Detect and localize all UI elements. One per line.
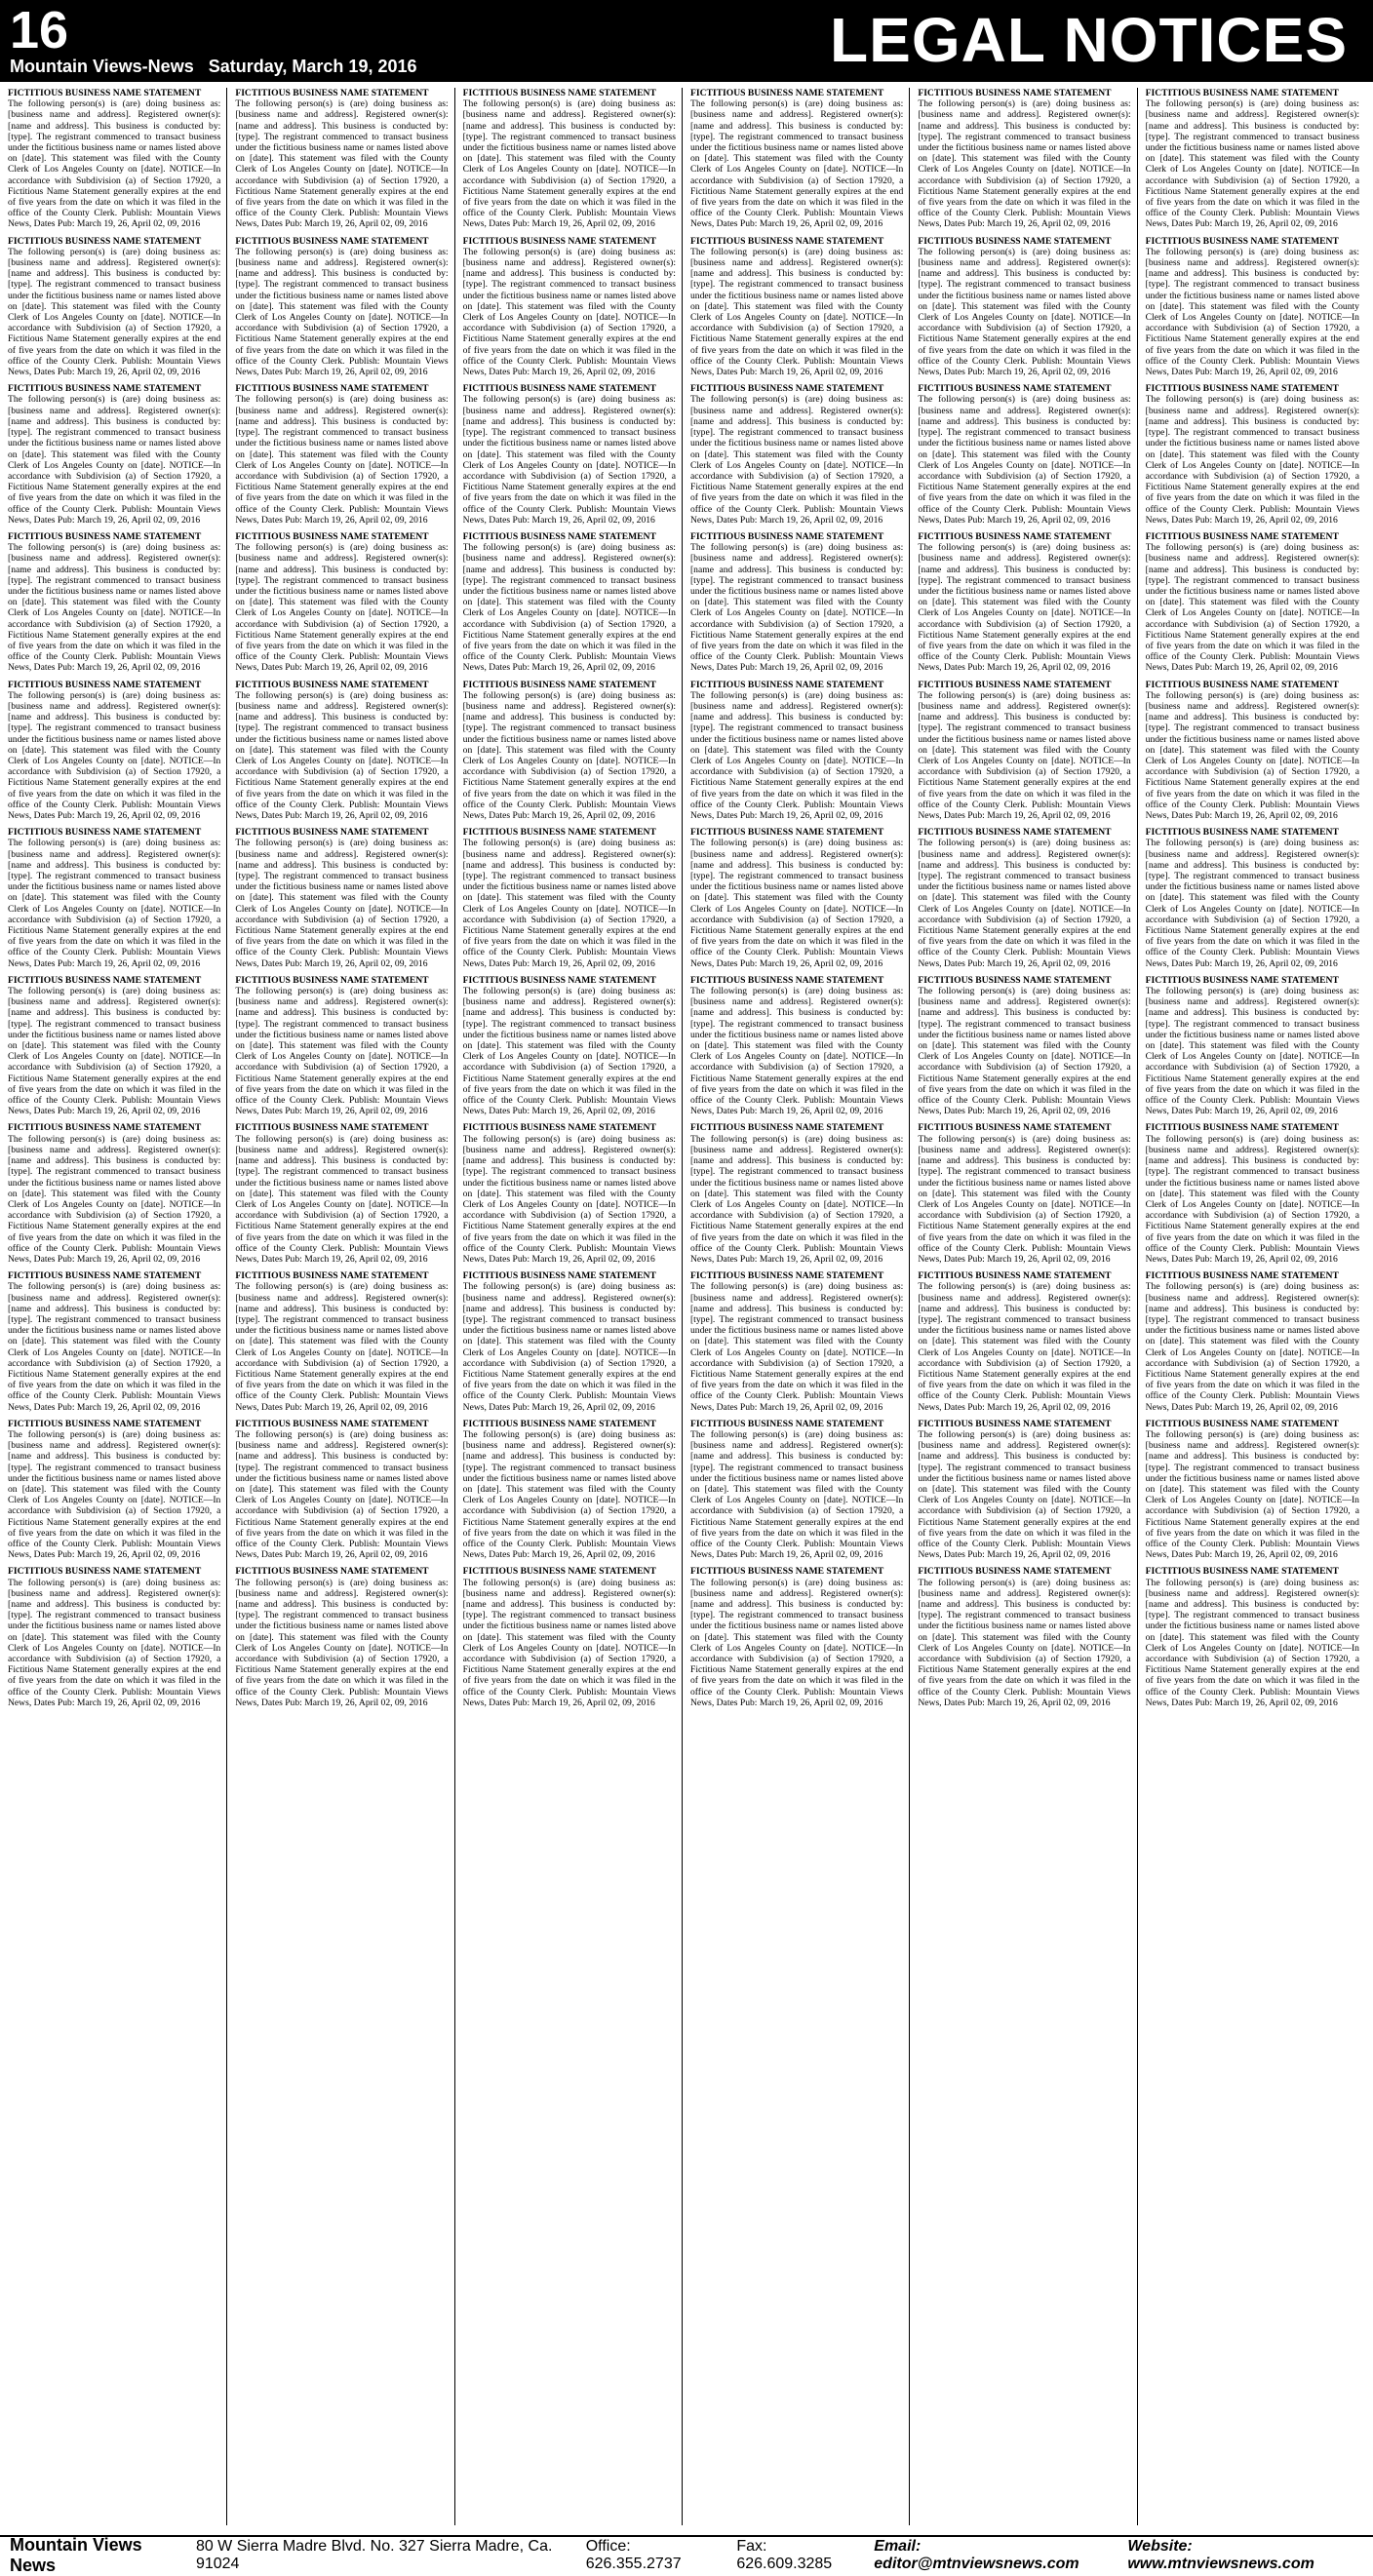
legal-notice: [235, 1566, 448, 1708]
notice-body: The following person(s) is (are) doing business as: [business name and address]. Registered owner(s): [name and address]. This business is conducted by: [type]. The registrant commenced to transact business under the fictitious business name or names listed above on [date]. This statement was filed with the County Clerk of Los Angeles County on [date]. NOTICE—In accordance with Subdivision (a) of Section 17920, a Fictitious Name Statement generally expires at the end of five years from the date on which it was filed in the office of the County Clerk. Publish: Mountain Views News, Dates Pub: March 19, 26, April 02, 09, 2016: [235, 1428, 449, 1561]
notice-header: FICTITIOUS BUSINESS NAME STATEMENT: [918, 88, 1112, 98]
notice-header: FICTITIOUS BUSINESS NAME STATEMENT: [1145, 1122, 1339, 1134]
masthead-subline: [10, 57, 417, 77]
notice-header: FICTITIOUS BUSINESS NAME STATEMENT: [918, 1418, 1112, 1429]
notice-body: The following person(s) is (are) doing business as: [business name and address]. Registered owner(s): [name and address]. This business is conducted by: [type]. The registrant commenced to transact business under the fictitious business name or names listed above on [date]. This statement was filed with the County Clerk of Los Angeles County on [date]. NOTICE—In accordance with Subdivision (a) of Section 17920, a Fictitious Name Statement generally expires at the end of five years from the date on which it was filed in the office of the County Clerk. Publish: Mountain Views News, Dates Pub: March 19, 26, April 02, 09, 2016: [462, 1428, 676, 1561]
legal-notice: [463, 88, 676, 230]
legal-notice: [463, 1270, 676, 1413]
legal-notice: [235, 975, 448, 1117]
footer-website[interactable]: Website: www.mtnviewsnews.com: [1127, 2538, 1314, 2572]
notice-header: FICTITIOUS BUSINESS NAME STATEMENT: [235, 974, 429, 986]
legal-notice: [463, 531, 676, 674]
notice-header: FICTITIOUS BUSINESS NAME STATEMENT: [235, 530, 429, 542]
notice-body: The following person(s) is (are) doing business as: [business name and address]. Registered owner(s): [name and address]. This business is conducted by: [type]. The registrant commenced to transact business under the fictitious business name or names listed above on [date]. This statement was filed with the County Clerk of Los Angeles County on [date]. NOTICE—In accordance with Subdivision (a) of Section 17920, a Fictitious Name Statement generally expires at the end of five years from the date on which it was filed in the office of the County Clerk. Publish: Mountain Views News, Dates Pub: March 19, 26, April 02, 09, 2016: [689, 1281, 904, 1413]
notice-header: FICTITIOUS BUSINESS NAME STATEMENT: [462, 383, 656, 395]
notice-body: The following person(s) is (are) doing business as: [business name and address]. Registered owner(s): [name and address]. This business is conducted by: [type]. The registrant commenced to transact business under the fictitious business name or names listed above on [date]. This statement was filed with the County Clerk of Los Angeles County on [date]. NOTICE—In accordance with Subdivision (a) of Section 17920, a Fictitious Name Statement generally expires at the end of five years from the date on which it was filed in the office of the County Clerk. Publish: Mountain Views News, Dates Pub: March 19, 26, April 02, 09, 2016: [918, 1428, 1131, 1561]
notice-body: The following person(s) is (are) doing business as: [business name and address]. Registered owner(s): [name and address]. This business is conducted by: [type]. The registrant commenced to transact business under the fictitious business name or names listed above on [date]. This statement was filed with the County Clerk of Los Angeles County on [date]. NOTICE—In accordance with Subdivision (a) of Section 17920, a Fictitious Name Statement generally expires at the end of five years from the date on which it was filed in the office of the County Clerk. Publish: Mountain Views News, Dates Pub: March 19, 26, April 02, 09, 2016: [8, 689, 221, 821]
notice-header: FICTITIOUS BUSINESS NAME STATEMENT: [1145, 235, 1339, 247]
notice-body: The following person(s) is (are) doing business as: [business name and address]. Registered owner(s): [name and address]. This business is conducted by: [type]. The registrant commenced to transact business under the fictitious business name or names listed above on [date]. This statement was filed with the County Clerk of Los Angeles County on [date]. NOTICE—In accordance with Subdivision (a) of Section 17920, a Fictitious Name Statement generally expires at the end of five years from the date on which it was filed in the office of the County Clerk. Publish: Mountain Views News, Dates Pub: March 19, 26, April 02, 09, 2016: [1145, 1133, 1359, 1265]
legal-notice: [235, 680, 448, 822]
notice-body: The following person(s) is (are) doing business as: [business name and address]. Registered owner(s): [name and address]. This business is conducted by: [type]. The registrant commenced to transact business under the fictitious business name or names listed above on [date]. This statement was filed with the County Clerk of Los Angeles County on [date]. NOTICE—In accordance with Subdivision (a) of Section 17920, a Fictitious Name Statement generally expires at the end of five years from the date on which it was filed in the office of the County Clerk. Publish: Mountain Views News, Dates Pub: March 19, 26, April 02, 09, 2016: [462, 542, 676, 674]
legal-notice: [1146, 827, 1359, 969]
notice-body: The following person(s) is (are) doing business as: [business name and address]. Registered owner(s): [name and address]. This business is conducted by: [type]. The registrant commenced to transact business under the fictitious business name or names listed above on [date]. This statement was filed with the County Clerk of Los Angeles County on [date]. NOTICE—In accordance with Subdivision (a) of Section 17920, a Fictitious Name Statement generally expires at the end of five years from the date on which it was filed in the office of the County Clerk. Publish: Mountain Views News, Dates Pub: March 19, 26, April 02, 09, 2016: [689, 542, 904, 674]
legal-notice: [8, 1270, 220, 1413]
notice-header: FICTITIOUS BUSINESS NAME STATEMENT: [8, 679, 202, 690]
legal-notice: [8, 1419, 220, 1561]
legal-notice: [8, 1122, 220, 1265]
notice-body: The following person(s) is (are) doing business as: [business name and address]. Registered owner(s): [name and address]. This business is conducted by: [type]. The registrant commenced to transact business under the fictitious business name or names listed above on [date]. This statement was filed with the County Clerk of Los Angeles County on [date]. NOTICE—In accordance with Subdivision (a) of Section 17920, a Fictitious Name Statement generally expires at the end of five years from the date on which it was filed in the office of the County Clerk. Publish: Mountain Views News, Dates Pub: March 19, 26, April 02, 09, 2016: [8, 986, 221, 1117]
section-title: LEGAL NOTICES: [830, 5, 1348, 75]
notice-header: FICTITIOUS BUSINESS NAME STATEMENT: [235, 235, 429, 247]
notice-header: FICTITIOUS BUSINESS NAME STATEMENT: [462, 88, 656, 98]
notice-header: FICTITIOUS BUSINESS NAME STATEMENT: [1145, 827, 1339, 839]
notice-header: FICTITIOUS BUSINESS NAME STATEMENT: [462, 530, 656, 542]
notice-body: The following person(s) is (are) doing business as: [business name and address]. Registered owner(s): [name and address]. This business is conducted by: [type]. The registrant commenced to transact business under the fictitious business name or names listed above on [date]. This statement was filed with the County Clerk of Los Angeles County on [date]. NOTICE—In accordance with Subdivision (a) of Section 17920, a Fictitious Name Statement generally expires at the end of five years from the date on which it was filed in the office of the County Clerk. Publish: Mountain Views News, Dates Pub: March 19, 26, April 02, 09, 2016: [918, 1281, 1131, 1413]
notice-header: FICTITIOUS BUSINESS NAME STATEMENT: [8, 1566, 202, 1578]
notice-header: FICTITIOUS BUSINESS NAME STATEMENT: [918, 235, 1112, 247]
notice-body: The following person(s) is (are) doing business as: [business name and address]. Registered owner(s): [name and address]. This business is conducted by: [type]. The registrant commenced to transact business under the fictitious business name or names listed above on [date]. This statement was filed with the County Clerk of Los Angeles County on [date]. NOTICE—In accordance with Subdivision (a) of Section 17920, a Fictitious Name Statement generally expires at the end of five years from the date on which it was filed in the office of the County Clerk. Publish: Mountain Views News, Dates Pub: March 19, 26, April 02, 09, 2016: [1145, 986, 1359, 1117]
legal-notice: [235, 1122, 448, 1265]
notice-body: The following person(s) is (are) doing business as: [business name and address]. Registered owner(s): [name and address]. This business is conducted by: [type]. The registrant commenced to transact business under the fictitious business name or names listed above on [date]. This statement was filed with the County Clerk of Los Angeles County on [date]. NOTICE—In accordance with Subdivision (a) of Section 17920, a Fictitious Name Statement generally expires at the end of five years from the date on which it was filed in the office of the County Clerk. Publish: Mountain Views News, Dates Pub: March 19, 26, April 02, 09, 2016: [689, 246, 904, 378]
notice-body: The following person(s) is (are) doing business as: [business name and address]. Registered owner(s): [name and address]. This business is conducted by: [type]. The registrant commenced to transact business under the fictitious business name or names listed above on [date]. This statement was filed with the County Clerk of Los Angeles County on [date]. NOTICE—In accordance with Subdivision (a) of Section 17920, a Fictitious Name Statement generally expires at the end of five years from the date on which it was filed in the office of the County Clerk. Publish: Mountain Views News, Dates Pub: March 19, 26, April 02, 09, 2016: [689, 838, 904, 969]
notice-header: FICTITIOUS BUSINESS NAME STATEMENT: [462, 235, 656, 247]
legal-notice: [690, 1419, 903, 1561]
notice-header: FICTITIOUS BUSINESS NAME STATEMENT: [689, 1566, 884, 1578]
notice-body: The following person(s) is (are) doing business as: [business name and address]. Registered owner(s): [name and address]. This business is conducted by: [type]. The registrant commenced to transact business under the fictitious business name or names listed above on [date]. This statement was filed with the County Clerk of Los Angeles County on [date]. NOTICE—In accordance with Subdivision (a) of Section 17920, a Fictitious Name Statement generally expires at the end of five years from the date on which it was filed in the office of the County Clerk. Publish: Mountain Views News, Dates Pub: March 19, 26, April 02, 09, 2016: [235, 838, 449, 969]
notice-header: FICTITIOUS BUSINESS NAME STATEMENT: [918, 383, 1112, 395]
notice-header: FICTITIOUS BUSINESS NAME STATEMENT: [918, 974, 1112, 986]
notice-column: [690, 88, 910, 2525]
notice-body: The following person(s) is (are) doing business as: [business name and address]. Registered owner(s): [name and address]. This business is conducted by: [type]. The registrant commenced to transact business under the fictitious business name or names listed above on [date]. This statement was filed with the County Clerk of Los Angeles County on [date]. NOTICE—In accordance with Subdivision (a) of Section 17920, a Fictitious Name Statement generally expires at the end of five years from the date on which it was filed in the office of the County Clerk. Publish: Mountain Views News, Dates Pub: March 19, 26, April 02, 09, 2016: [462, 394, 676, 526]
notice-body: The following person(s) is (are) doing business as: [business name and address]. Registered owner(s): [name and address]. This business is conducted by: [type]. The registrant commenced to transact business under the fictitious business name or names listed above on [date]. This statement was filed with the County Clerk of Los Angeles County on [date]. NOTICE—In accordance with Subdivision (a) of Section 17920, a Fictitious Name Statement generally expires at the end of five years from the date on which it was filed in the office of the County Clerk. Publish: Mountain Views News, Dates Pub: March 19, 26, April 02, 09, 2016: [462, 1133, 676, 1265]
notice-body: The following person(s) is (are) doing business as: [business name and address]. Registered owner(s): [name and address]. This business is conducted by: [type]. The registrant commenced to transact business under the fictitious business name or names listed above on [date]. This statement was filed with the County Clerk of Los Angeles County on [date]. NOTICE—In accordance with Subdivision (a) of Section 17920, a Fictitious Name Statement generally expires at the end of five years from the date on which it was filed in the office of the County Clerk. Publish: Mountain Views News, Dates Pub: March 19, 26, April 02, 09, 2016: [462, 1281, 676, 1413]
notice-column: [235, 88, 454, 2525]
legal-notice: [690, 1270, 903, 1413]
notice-header: FICTITIOUS BUSINESS NAME STATEMENT: [8, 530, 202, 542]
footer-paper: Mountain Views News: [10, 2535, 142, 2575]
notice-header: FICTITIOUS BUSINESS NAME STATEMENT: [235, 1418, 429, 1429]
page-number: 16: [10, 1, 69, 59]
notice-header: FICTITIOUS BUSINESS NAME STATEMENT: [8, 383, 202, 395]
legal-notice: [918, 827, 1130, 969]
notice-body: The following person(s) is (are) doing business as: [business name and address]. Registered owner(s): [name and address]. This business is conducted by: [type]. The registrant commenced to transact business under the fictitious business name or names listed above on [date]. This statement was filed with the County Clerk of Los Angeles County on [date]. NOTICE—In accordance with Subdivision (a) of Section 17920, a Fictitious Name Statement generally expires at the end of five years from the date on which it was filed in the office of the County Clerk. Publish: Mountain Views News, Dates Pub: March 19, 26, April 02, 09, 2016: [1145, 1428, 1359, 1561]
legal-notice: [1146, 383, 1359, 526]
notice-header: FICTITIOUS BUSINESS NAME STATEMENT: [8, 235, 202, 247]
notice-body: The following person(s) is (are) doing business as: [business name and address]. Registered owner(s): [name and address]. This business is conducted by: [type]. The registrant commenced to transact business under the fictitious business name or names listed above on [date]. This statement was filed with the County Clerk of Los Angeles County on [date]. NOTICE—In accordance with Subdivision (a) of Section 17920, a Fictitious Name Statement generally expires at the end of five years from the date on which it was filed in the office of the County Clerk. Publish: Mountain Views News, Dates Pub: March 19, 26, April 02, 09, 2016: [8, 838, 221, 969]
legal-notice: [463, 1122, 676, 1265]
notice-header: FICTITIOUS BUSINESS NAME STATEMENT: [462, 974, 656, 986]
notice-header: FICTITIOUS BUSINESS NAME STATEMENT: [1145, 383, 1339, 395]
legal-notice: [690, 236, 903, 378]
notice-header: FICTITIOUS BUSINESS NAME STATEMENT: [8, 1122, 202, 1134]
notice-body: The following person(s) is (are) doing business as: [business name and address]. Registered owner(s): [name and address]. This business is conducted by: [type]. The registrant commenced to transact business under the fictitious business name or names listed above on [date]. This statement was filed with the County Clerk of Los Angeles County on [date]. NOTICE—In accordance with Subdivision (a) of Section 17920, a Fictitious Name Statement generally expires at the end of five years from the date on which it was filed in the office of the County Clerk. Publish: Mountain Views News, Dates Pub: March 19, 26, April 02, 09, 2016: [235, 1133, 449, 1265]
notice-body: The following person(s) is (are) doing business as: [business name and address]. Registered owner(s): [name and address]. This business is conducted by: [type]. The registrant commenced to transact business under the fictitious business name or names listed above on [date]. This statement was filed with the County Clerk of Los Angeles County on [date]. NOTICE—In accordance with Subdivision (a) of Section 17920, a Fictitious Name Statement generally expires at the end of five years from the date on which it was filed in the office of the County Clerk. Publish: Mountain Views News, Dates Pub: March 19, 26, April 02, 09, 2016: [235, 394, 449, 526]
notice-header: FICTITIOUS BUSINESS NAME STATEMENT: [235, 827, 429, 839]
legal-notice: [463, 236, 676, 378]
notice-header: FICTITIOUS BUSINESS NAME STATEMENT: [462, 1418, 656, 1429]
legal-notice: [235, 383, 448, 526]
notice-header: FICTITIOUS BUSINESS NAME STATEMENT: [1145, 679, 1339, 690]
notice-body: The following person(s) is (are) doing business as: [business name and address]. Registered owner(s): [name and address]. This business is conducted by: [type]. The registrant commenced to transact business under the fictitious business name or names listed above on [date]. This statement was filed with the County Clerk of Los Angeles County on [date]. NOTICE—In accordance with Subdivision (a) of Section 17920, a Fictitious Name Statement generally expires at the end of five years from the date on which it was filed in the office of the County Clerk. Publish: Mountain Views News, Dates Pub: March 19, 26, April 02, 09, 2016: [918, 98, 1131, 230]
legal-notice: [690, 1566, 903, 1708]
legal-notice: [235, 88, 448, 230]
legal-notice: [463, 827, 676, 969]
legal-notice: [690, 383, 903, 526]
notice-body: The following person(s) is (are) doing business as: [business name and address]. Registered owner(s): [name and address]. This business is conducted by: [type]. The registrant commenced to transact business under the fictitious business name or names listed above on [date]. This statement was filed with the County Clerk of Los Angeles County on [date]. NOTICE—In accordance with Subdivision (a) of Section 17920, a Fictitious Name Statement generally expires at the end of five years from the date on which it was filed in the office of the County Clerk. Publish: Mountain Views News, Dates Pub: March 19, 26, April 02, 09, 2016: [8, 1577, 221, 1708]
notice-body: The following person(s) is (are) doing business as: [business name and address]. Registered owner(s): [name and address]. This business is conducted by: [type]. The registrant commenced to transact business under the fictitious business name or names listed above on [date]. This statement was filed with the County Clerk of Los Angeles County on [date]. NOTICE—In accordance with Subdivision (a) of Section 17920, a Fictitious Name Statement generally expires at the end of five years from the date on which it was filed in the office of the County Clerk. Publish: Mountain Views News, Dates Pub: March 19, 26, April 02, 09, 2016: [1145, 689, 1359, 821]
legal-notice: [918, 531, 1130, 674]
publication-name: Mountain Views-News: [10, 57, 194, 76]
notice-column: [1146, 88, 1365, 2525]
notice-body: The following person(s) is (are) doing business as: [business name and address]. Registered owner(s): [name and address]. This business is conducted by: [type]. The registrant commenced to transact business under the fictitious business name or names listed above on [date]. This statement was filed with the County Clerk of Los Angeles County on [date]. NOTICE—In accordance with Subdivision (a) of Section 17920, a Fictitious Name Statement generally expires at the end of five years from the date on which it was filed in the office of the County Clerk. Publish: Mountain Views News, Dates Pub: March 19, 26, April 02, 09, 2016: [918, 1577, 1131, 1708]
legal-notice: [463, 975, 676, 1117]
notice-header: FICTITIOUS BUSINESS NAME STATEMENT: [8, 88, 202, 98]
legal-notice: [1146, 531, 1359, 674]
notice-body: The following person(s) is (are) doing business as: [business name and address]. Registered owner(s): [name and address]. This business is conducted by: [type]. The registrant commenced to transact business under the fictitious business name or names listed above on [date]. This statement was filed with the County Clerk of Los Angeles County on [date]. NOTICE—In accordance with Subdivision (a) of Section 17920, a Fictitious Name Statement generally expires at the end of five years from the date on which it was filed in the office of the County Clerk. Publish: Mountain Views News, Dates Pub: March 19, 26, April 02, 09, 2016: [689, 1577, 904, 1708]
notice-body: The following person(s) is (are) doing business as: [business name and address]. Registered owner(s): [name and address]. This business is conducted by: [type]. The registrant commenced to transact business under the fictitious business name or names listed above on [date]. This statement was filed with the County Clerk of Los Angeles County on [date]. NOTICE—In accordance with Subdivision (a) of Section 17920, a Fictitious Name Statement generally expires at the end of five years from the date on which it was filed in the office of the County Clerk. Publish: Mountain Views News, Dates Pub: March 19, 26, April 02, 09, 2016: [689, 1428, 904, 1561]
legal-notice: [235, 827, 448, 969]
legal-notice: [918, 383, 1130, 526]
notice-body: The following person(s) is (are) doing business as: [business name and address]. Registered owner(s): [name and address]. This business is conducted by: [type]. The registrant commenced to transact business under the fictitious business name or names listed above on [date]. This statement was filed with the County Clerk of Los Angeles County on [date]. NOTICE—In accordance with Subdivision (a) of Section 17920, a Fictitious Name Statement generally expires at the end of five years from the date on which it was filed in the office of the County Clerk. Publish: Mountain Views News, Dates Pub: March 19, 26, April 02, 09, 2016: [462, 986, 676, 1117]
legal-notice: [1146, 1566, 1359, 1708]
footer-fax: Fax: 626.609.3285: [736, 2538, 833, 2572]
footer-office: Office: 626.355.2737: [585, 2538, 682, 2572]
notice-column: [918, 88, 1137, 2525]
notice-header: FICTITIOUS BUSINESS NAME STATEMENT: [1145, 1418, 1339, 1429]
legal-notice: [918, 1122, 1130, 1265]
notice-body: The following person(s) is (are) doing business as: [business name and address]. Registered owner(s): [name and address]. This business is conducted by: [type]. The registrant commenced to transact business under the fictitious business name or names listed above on [date]. This statement was filed with the County Clerk of Los Angeles County on [date]. NOTICE—In accordance with Subdivision (a) of Section 17920, a Fictitious Name Statement generally expires at the end of five years from the date on which it was filed in the office of the County Clerk. Publish: Mountain Views News, Dates Pub: March 19, 26, April 02, 09, 2016: [235, 689, 449, 821]
notice-header: FICTITIOUS BUSINESS NAME STATEMENT: [689, 530, 884, 542]
legal-notice: [8, 531, 220, 674]
notice-header: FICTITIOUS BUSINESS NAME STATEMENT: [235, 1566, 429, 1578]
notice-body: The following person(s) is (are) doing business as: [business name and address]. Registered owner(s): [name and address]. This business is conducted by: [type]. The registrant commenced to transact business under the fictitious business name or names listed above on [date]. This statement was filed with the County Clerk of Los Angeles County on [date]. NOTICE—In accordance with Subdivision (a) of Section 17920, a Fictitious Name Statement generally expires at the end of five years from the date on which it was filed in the office of the County Clerk. Publish: Mountain Views News, Dates Pub: March 19, 26, April 02, 09, 2016: [918, 689, 1131, 821]
notice-body: The following person(s) is (are) doing business as: [business name and address]. Registered owner(s): [name and address]. This business is conducted by: [type]. The registrant commenced to transact business under the fictitious business name or names listed above on [date]. This statement was filed with the County Clerk of Los Angeles County on [date]. NOTICE—In accordance with Subdivision (a) of Section 17920, a Fictitious Name Statement generally expires at the end of five years from the date on which it was filed in the office of the County Clerk. Publish: Mountain Views News, Dates Pub: March 19, 26, April 02, 09, 2016: [918, 838, 1131, 969]
notice-header: FICTITIOUS BUSINESS NAME STATEMENT: [235, 1122, 429, 1134]
notice-header: FICTITIOUS BUSINESS NAME STATEMENT: [918, 1122, 1112, 1134]
notice-body: The following person(s) is (are) doing business as: [business name and address]. Registered owner(s): [name and address]. This business is conducted by: [type]. The registrant commenced to transact business under the fictitious business name or names listed above on [date]. This statement was filed with the County Clerk of Los Angeles County on [date]. NOTICE—In accordance with Subdivision (a) of Section 17920, a Fictitious Name Statement generally expires at the end of five years from the date on which it was filed in the office of the County Clerk. Publish: Mountain Views News, Dates Pub: March 19, 26, April 02, 09, 2016: [235, 542, 449, 674]
legal-notice: [463, 1419, 676, 1561]
notice-body: The following person(s) is (are) doing business as: [business name and address]. Registered owner(s): [name and address]. This business is conducted by: [type]. The registrant commenced to transact business under the fictitious business name or names listed above on [date]. This statement was filed with the County Clerk of Los Angeles County on [date]. NOTICE—In accordance with Subdivision (a) of Section 17920, a Fictitious Name Statement generally expires at the end of five years from the date on which it was filed in the office of the County Clerk. Publish: Mountain Views News, Dates Pub: March 19, 26, April 02, 09, 2016: [462, 1577, 676, 1708]
legal-notice: [918, 1566, 1130, 1708]
notice-body: The following person(s) is (are) doing business as: [business name and address]. Registered owner(s): [name and address]. This business is conducted by: [type]. The registrant commenced to transact business under the fictitious business name or names listed above on [date]. This statement was filed with the County Clerk of Los Angeles County on [date]. NOTICE—In accordance with Subdivision (a) of Section 17920, a Fictitious Name Statement generally expires at the end of five years from the date on which it was filed in the office of the County Clerk. Publish: Mountain Views News, Dates Pub: March 19, 26, April 02, 09, 2016: [235, 986, 449, 1117]
legal-notice: [235, 531, 448, 674]
notice-header: FICTITIOUS BUSINESS NAME STATEMENT: [8, 1270, 202, 1282]
notice-body: The following person(s) is (are) doing business as: [business name and address]. Registered owner(s): [name and address]. This business is conducted by: [type]. The registrant commenced to transact business under the fictitious business name or names listed above on [date]. This statement was filed with the County Clerk of Los Angeles County on [date]. NOTICE—In accordance with Subdivision (a) of Section 17920, a Fictitious Name Statement generally expires at the end of five years from the date on which it was filed in the office of the County Clerk. Publish: Mountain Views News, Dates Pub: March 19, 26, April 02, 09, 2016: [689, 98, 904, 230]
legal-notice: [1146, 1270, 1359, 1413]
notice-header: FICTITIOUS BUSINESS NAME STATEMENT: [8, 827, 202, 839]
footer-email[interactable]: Email: editor@mtnviewsnews.com: [874, 2538, 1079, 2572]
legal-notice: [690, 531, 903, 674]
notice-header: FICTITIOUS BUSINESS NAME STATEMENT: [1145, 530, 1339, 542]
notice-body: The following person(s) is (are) doing business as: [business name and address]. Registered owner(s): [name and address]. This business is conducted by: [type]. The registrant commenced to transact business under the fictitious business name or names listed above on [date]. This statement was filed with the County Clerk of Los Angeles County on [date]. NOTICE—In accordance with Subdivision (a) of Section 17920, a Fictitious Name Statement generally expires at the end of five years from the date on which it was filed in the office of the County Clerk. Publish: Mountain Views News, Dates Pub: March 19, 26, April 02, 09, 2016: [8, 394, 221, 526]
legal-notice: [690, 680, 903, 822]
notice-body: The following person(s) is (are) doing business as: [business name and address]. Registered owner(s): [name and address]. This business is conducted by: [type]. The registrant commenced to transact business under the fictitious business name or names listed above on [date]. This statement was filed with the County Clerk of Los Angeles County on [date]. NOTICE—In accordance with Subdivision (a) of Section 17920, a Fictitious Name Statement generally expires at the end of five years from the date on which it was filed in the office of the County Clerk. Publish: Mountain Views News, Dates Pub: March 19, 26, April 02, 09, 2016: [8, 1133, 221, 1265]
notice-body: The following person(s) is (are) doing business as: [business name and address]. Registered owner(s): [name and address]. This business is conducted by: [type]. The registrant commenced to transact business under the fictitious business name or names listed above on [date]. This statement was filed with the County Clerk of Los Angeles County on [date]. NOTICE—In accordance with Subdivision (a) of Section 17920, a Fictitious Name Statement generally expires at the end of five years from the date on which it was filed in the office of the County Clerk. Publish: Mountain Views News, Dates Pub: March 19, 26, April 02, 09, 2016: [689, 986, 904, 1117]
issue-date: Saturday, March 19, 2016: [208, 57, 417, 76]
notice-header: FICTITIOUS BUSINESS NAME STATEMENT: [689, 827, 884, 839]
notice-column: [463, 88, 683, 2525]
legal-notice: [8, 88, 220, 230]
notice-body: The following person(s) is (are) doing business as: [business name and address]. Registered owner(s): [name and address]. This business is conducted by: [type]. The registrant commenced to transact business under the fictitious business name or names listed above on [date]. This statement was filed with the County Clerk of Los Angeles County on [date]. NOTICE—In accordance with Subdivision (a) of Section 17920, a Fictitious Name Statement generally expires at the end of five years from the date on which it was filed in the office of the County Clerk. Publish: Mountain Views News, Dates Pub: March 19, 26, April 02, 09, 2016: [1145, 1577, 1359, 1708]
notice-header: FICTITIOUS BUSINESS NAME STATEMENT: [689, 383, 884, 395]
notice-header: FICTITIOUS BUSINESS NAME STATEMENT: [1145, 1566, 1339, 1578]
legal-notice: [690, 827, 903, 969]
footer: [0, 2535, 1373, 2574]
legal-notice: [8, 383, 220, 526]
notice-body: The following person(s) is (are) doing business as: [business name and address]. Registered owner(s): [name and address]. This business is conducted by: [type]. The registrant commenced to transact business under the fictitious business name or names listed above on [date]. This statement was filed with the County Clerk of Los Angeles County on [date]. NOTICE—In accordance with Subdivision (a) of Section 17920, a Fictitious Name Statement generally expires at the end of five years from the date on which it was filed in the office of the County Clerk. Publish: Mountain Views News, Dates Pub: March 19, 26, April 02, 09, 2016: [235, 98, 449, 230]
notice-header: FICTITIOUS BUSINESS NAME STATEMENT: [689, 235, 884, 247]
notice-header: FICTITIOUS BUSINESS NAME STATEMENT: [918, 679, 1112, 690]
notice-header: FICTITIOUS BUSINESS NAME STATEMENT: [462, 679, 656, 690]
notice-header: FICTITIOUS BUSINESS NAME STATEMENT: [462, 1566, 656, 1578]
legal-notice: [8, 680, 220, 822]
legal-notice: [8, 236, 220, 378]
notice-header: FICTITIOUS BUSINESS NAME STATEMENT: [689, 679, 884, 690]
notice-body: The following person(s) is (are) doing business as: [business name and address]. Registered owner(s): [name and address]. This business is conducted by: [type]. The registrant commenced to transact business under the fictitious business name or names listed above on [date]. This statement was filed with the County Clerk of Los Angeles County on [date]. NOTICE—In accordance with Subdivision (a) of Section 17920, a Fictitious Name Statement generally expires at the end of five years from the date on which it was filed in the office of the County Clerk. Publish: Mountain Views News, Dates Pub: March 19, 26, April 02, 09, 2016: [462, 689, 676, 821]
notice-header: FICTITIOUS BUSINESS NAME STATEMENT: [1145, 974, 1339, 986]
notice-body: The following person(s) is (are) doing business as: [business name and address]. Registered owner(s): [name and address]. This business is conducted by: [type]. The registrant commenced to transact business under the fictitious business name or names listed above on [date]. This statement was filed with the County Clerk of Los Angeles County on [date]. NOTICE—In accordance with Subdivision (a) of Section 17920, a Fictitious Name Statement generally expires at the end of five years from the date on which it was filed in the office of the County Clerk. Publish: Mountain Views News, Dates Pub: March 19, 26, April 02, 09, 2016: [462, 838, 676, 969]
legal-notice: [690, 975, 903, 1117]
notice-body: The following person(s) is (are) doing business as: [business name and address]. Registered owner(s): [name and address]. This business is conducted by: [type]. The registrant commenced to transact business under the fictitious business name or names listed above on [date]. This statement was filed with the County Clerk of Los Angeles County on [date]. NOTICE—In accordance with Subdivision (a) of Section 17920, a Fictitious Name Statement generally expires at the end of five years from the date on which it was filed in the office of the County Clerk. Publish: Mountain Views News, Dates Pub: March 19, 26, April 02, 09, 2016: [918, 986, 1131, 1117]
legal-notice: [1146, 236, 1359, 378]
notice-body: The following person(s) is (are) doing business as: [business name and address]. Registered owner(s): [name and address]. This business is conducted by: [type]. The registrant commenced to transact business under the fictitious business name or names listed above on [date]. This statement was filed with the County Clerk of Los Angeles County on [date]. NOTICE—In accordance with Subdivision (a) of Section 17920, a Fictitious Name Statement generally expires at the end of five years from the date on which it was filed in the office of the County Clerk. Publish: Mountain Views News, Dates Pub: March 19, 26, April 02, 09, 2016: [1145, 246, 1359, 378]
notice-body: The following person(s) is (are) doing business as: [business name and address]. Registered owner(s): [name and address]. This business is conducted by: [type]. The registrant commenced to transact business under the fictitious business name or names listed above on [date]. This statement was filed with the County Clerk of Los Angeles County on [date]. NOTICE—In accordance with Subdivision (a) of Section 17920, a Fictitious Name Statement generally expires at the end of five years from the date on which it was filed in the office of the County Clerk. Publish: Mountain Views News, Dates Pub: March 19, 26, April 02, 09, 2016: [462, 98, 676, 230]
legal-notice: [463, 1566, 676, 1708]
notice-header: FICTITIOUS BUSINESS NAME STATEMENT: [8, 1418, 202, 1429]
legal-notice: [235, 1419, 448, 1561]
legal-notice: [690, 1122, 903, 1265]
notice-body: The following person(s) is (are) doing business as: [business name and address]. Registered owner(s): [name and address]. This business is conducted by: [type]. The registrant commenced to transact business under the fictitious business name or names listed above on [date]. This statement was filed with the County Clerk of Los Angeles County on [date]. NOTICE—In accordance with Subdivision (a) of Section 17920, a Fictitious Name Statement generally expires at the end of five years from the date on which it was filed in the office of the County Clerk. Publish: Mountain Views News, Dates Pub: March 19, 26, April 02, 09, 2016: [918, 246, 1131, 378]
notice-header: FICTITIOUS BUSINESS NAME STATEMENT: [918, 827, 1112, 839]
notice-header: FICTITIOUS BUSINESS NAME STATEMENT: [8, 974, 202, 986]
legal-notice: [1146, 88, 1359, 230]
notice-header: FICTITIOUS BUSINESS NAME STATEMENT: [235, 383, 429, 395]
notice-header: FICTITIOUS BUSINESS NAME STATEMENT: [689, 1122, 884, 1134]
notice-body: The following person(s) is (are) doing business as: [business name and address]. Registered owner(s): [name and address]. This business is conducted by: [type]. The registrant commenced to transact business under the fictitious business name or names listed above on [date]. This statement was filed with the County Clerk of Los Angeles County on [date]. NOTICE—In accordance with Subdivision (a) of Section 17920, a Fictitious Name Statement generally expires at the end of five years from the date on which it was filed in the office of the County Clerk. Publish: Mountain Views News, Dates Pub: March 19, 26, April 02, 09, 2016: [689, 689, 904, 821]
notice-body: The following person(s) is (are) doing business as: [business name and address]. Registered owner(s): [name and address]. This business is conducted by: [type]. The registrant commenced to transact business under the fictitious business name or names listed above on [date]. This statement was filed with the County Clerk of Los Angeles County on [date]. NOTICE—In accordance with Subdivision (a) of Section 17920, a Fictitious Name Statement generally expires at the end of five years from the date on which it was filed in the office of the County Clerk. Publish: Mountain Views News, Dates Pub: March 19, 26, April 02, 09, 2016: [8, 1428, 221, 1561]
notice-body: The following person(s) is (are) doing business as: [business name and address]. Registered owner(s): [name and address]. This business is conducted by: [type]. The registrant commenced to transact business under the fictitious business name or names listed above on [date]. This statement was filed with the County Clerk of Los Angeles County on [date]. NOTICE—In accordance with Subdivision (a) of Section 17920, a Fictitious Name Statement generally expires at the end of five years from the date on which it was filed in the office of the County Clerk. Publish: Mountain Views News, Dates Pub: March 19, 26, April 02, 09, 2016: [8, 542, 221, 674]
legal-notice: [235, 1270, 448, 1413]
notice-header: FICTITIOUS BUSINESS NAME STATEMENT: [462, 1270, 656, 1282]
notice-header: FICTITIOUS BUSINESS NAME STATEMENT: [918, 1270, 1112, 1282]
notice-header: FICTITIOUS BUSINESS NAME STATEMENT: [918, 530, 1112, 542]
notice-body: The following person(s) is (are) doing business as: [business name and address]. Registered owner(s): [name and address]. This business is conducted by: [type]. The registrant commenced to transact business under the fictitious business name or names listed above on [date]. This statement was filed with the County Clerk of Los Angeles County on [date]. NOTICE—In accordance with Subdivision (a) of Section 17920, a Fictitious Name Statement generally expires at the end of five years from the date on which it was filed in the office of the County Clerk. Publish: Mountain Views News, Dates Pub: March 19, 26, April 02, 09, 2016: [689, 394, 904, 526]
notice-header: FICTITIOUS BUSINESS NAME STATEMENT: [689, 1418, 884, 1429]
legal-notice: [918, 1270, 1130, 1413]
notice-body: The following person(s) is (are) doing business as: [business name and address]. Registered owner(s): [name and address]. This business is conducted by: [type]. The registrant commenced to transact business under the fictitious business name or names listed above on [date]. This statement was filed with the County Clerk of Los Angeles County on [date]. NOTICE—In accordance with Subdivision (a) of Section 17920, a Fictitious Name Statement generally expires at the end of five years from the date on which it was filed in the office of the County Clerk. Publish: Mountain Views News, Dates Pub: March 19, 26, April 02, 09, 2016: [689, 1133, 904, 1265]
notice-body: The following person(s) is (are) doing business as: [business name and address]. Registered owner(s): [name and address]. This business is conducted by: [type]. The registrant commenced to transact business under the fictitious business name or names listed above on [date]. This statement was filed with the County Clerk of Los Angeles County on [date]. NOTICE—In accordance with Subdivision (a) of Section 17920, a Fictitious Name Statement generally expires at the end of five years from the date on which it was filed in the office of the County Clerk. Publish: Mountain Views News, Dates Pub: March 19, 26, April 02, 09, 2016: [1145, 542, 1359, 674]
notice-header: FICTITIOUS BUSINESS NAME STATEMENT: [689, 88, 884, 98]
notice-body: The following person(s) is (are) doing business as: [business name and address]. Registered owner(s): [name and address]. This business is conducted by: [type]. The registrant commenced to transact business under the fictitious business name or names listed above on [date]. This statement was filed with the County Clerk of Los Angeles County on [date]. NOTICE—In accordance with Subdivision (a) of Section 17920, a Fictitious Name Statement generally expires at the end of five years from the date on which it was filed in the office of the County Clerk. Publish: Mountain Views News, Dates Pub: March 19, 26, April 02, 09, 2016: [1145, 98, 1359, 230]
notice-body: The following person(s) is (are) doing business as: [business name and address]. Registered owner(s): [name and address]. This business is conducted by: [type]. The registrant commenced to transact business under the fictitious business name or names listed above on [date]. This statement was filed with the County Clerk of Los Angeles County on [date]. NOTICE—In accordance with Subdivision (a) of Section 17920, a Fictitious Name Statement generally expires at the end of five years from the date on which it was filed in the office of the County Clerk. Publish: Mountain Views News, Dates Pub: March 19, 26, April 02, 09, 2016: [918, 394, 1131, 526]
legal-notice: [918, 680, 1130, 822]
legal-notice: [918, 1419, 1130, 1561]
notice-body: The following person(s) is (are) doing business as: [business name and address]. Registered owner(s): [name and address]. This business is conducted by: [type]. The registrant commenced to transact business under the fictitious business name or names listed above on [date]. This statement was filed with the County Clerk of Los Angeles County on [date]. NOTICE—In accordance with Subdivision (a) of Section 17920, a Fictitious Name Statement generally expires at the end of five years from the date on which it was filed in the office of the County Clerk. Publish: Mountain Views News, Dates Pub: March 19, 26, April 02, 09, 2016: [1145, 1281, 1359, 1413]
legal-notice: [918, 236, 1130, 378]
notice-columns: [8, 88, 1365, 2525]
masthead: [0, 0, 1373, 82]
legal-notice: [8, 827, 220, 969]
notice-header: FICTITIOUS BUSINESS NAME STATEMENT: [462, 827, 656, 839]
notice-header: FICTITIOUS BUSINESS NAME STATEMENT: [918, 1566, 1112, 1578]
notice-body: The following person(s) is (are) doing business as: [business name and address]. Registered owner(s): [name and address]. This business is conducted by: [type]. The registrant commenced to transact business under the fictitious business name or names listed above on [date]. This statement was filed with the County Clerk of Los Angeles County on [date]. NOTICE—In accordance with Subdivision (a) of Section 17920, a Fictitious Name Statement generally expires at the end of five years from the date on which it was filed in the office of the County Clerk. Publish: Mountain Views News, Dates Pub: March 19, 26, April 02, 09, 2016: [8, 1281, 221, 1413]
notice-column: [8, 88, 227, 2525]
footer-address: 80 W Sierra Madre Blvd. No. 327 Sierra Madre, Ca. 91024: [195, 2538, 553, 2572]
legal-notice: [918, 975, 1130, 1117]
legal-notice: [690, 88, 903, 230]
legal-notice: [918, 88, 1130, 230]
legal-notice: [1146, 1122, 1359, 1265]
notice-body: The following person(s) is (are) doing business as: [business name and address]. Registered owner(s): [name and address]. This business is conducted by: [type]. The registrant commenced to transact business under the fictitious business name or names listed above on [date]. This statement was filed with the County Clerk of Los Angeles County on [date]. NOTICE—In accordance with Subdivision (a) of Section 17920, a Fictitious Name Statement generally expires at the end of five years from the date on which it was filed in the office of the County Clerk. Publish: Mountain Views News, Dates Pub: March 19, 26, April 02, 09, 2016: [235, 246, 449, 378]
notice-body: The following person(s) is (are) doing business as: [business name and address]. Registered owner(s): [name and address]. This business is conducted by: [type]. The registrant commenced to transact business under the fictitious business name or names listed above on [date]. This statement was filed with the County Clerk of Los Angeles County on [date]. NOTICE—In accordance with Subdivision (a) of Section 17920, a Fictitious Name Statement generally expires at the end of five years from the date on which it was filed in the office of the County Clerk. Publish: Mountain Views News, Dates Pub: March 19, 26, April 02, 09, 2016: [462, 246, 676, 378]
notice-body: The following person(s) is (are) doing business as: [business name and address]. Registered owner(s): [name and address]. This business is conducted by: [type]. The registrant commenced to transact business under the fictitious business name or names listed above on [date]. This statement was filed with the County Clerk of Los Angeles County on [date]. NOTICE—In accordance with Subdivision (a) of Section 17920, a Fictitious Name Statement generally expires at the end of five years from the date on which it was filed in the office of the County Clerk. Publish: Mountain Views News, Dates Pub: March 19, 26, April 02, 09, 2016: [918, 542, 1131, 674]
legal-notice: [463, 383, 676, 526]
notice-body: The following person(s) is (are) doing business as: [business name and address]. Registered owner(s): [name and address]. This business is conducted by: [type]. The registrant commenced to transact business under the fictitious business name or names listed above on [date]. This statement was filed with the County Clerk of Los Angeles County on [date]. NOTICE—In accordance with Subdivision (a) of Section 17920, a Fictitious Name Statement generally expires at the end of five years from the date on which it was filed in the office of the County Clerk. Publish: Mountain Views News, Dates Pub: March 19, 26, April 02, 09, 2016: [1145, 838, 1359, 969]
notice-header: FICTITIOUS BUSINESS NAME STATEMENT: [689, 1270, 884, 1282]
legal-notice: [1146, 680, 1359, 822]
notice-header: FICTITIOUS BUSINESS NAME STATEMENT: [235, 88, 429, 98]
notice-body: The following person(s) is (are) doing business as: [business name and address]. Registered owner(s): [name and address]. This business is conducted by: [type]. The registrant commenced to transact business under the fictitious business name or names listed above on [date]. This statement was filed with the County Clerk of Los Angeles County on [date]. NOTICE—In accordance with Subdivision (a) of Section 17920, a Fictitious Name Statement generally expires at the end of five years from the date on which it was filed in the office of the County Clerk. Publish: Mountain Views News, Dates Pub: March 19, 26, April 02, 09, 2016: [8, 246, 221, 378]
legal-notice: [1146, 1419, 1359, 1561]
legal-notice: [8, 975, 220, 1117]
notice-header: FICTITIOUS BUSINESS NAME STATEMENT: [689, 974, 884, 986]
notice-header: FICTITIOUS BUSINESS NAME STATEMENT: [1145, 88, 1339, 98]
legal-notice: [463, 680, 676, 822]
notice-header: FICTITIOUS BUSINESS NAME STATEMENT: [235, 679, 429, 690]
legal-notice: [8, 1566, 220, 1708]
notice-body: The following person(s) is (are) doing business as: [business name and address]. Registered owner(s): [name and address]. This business is conducted by: [type]. The registrant commenced to transact business under the fictitious business name or names listed above on [date]. This statement was filed with the County Clerk of Los Angeles County on [date]. NOTICE—In accordance with Subdivision (a) of Section 17920, a Fictitious Name Statement generally expires at the end of five years from the date on which it was filed in the office of the County Clerk. Publish: Mountain Views News, Dates Pub: March 19, 26, April 02, 09, 2016: [235, 1281, 449, 1413]
legal-notice: [1146, 975, 1359, 1117]
notice-header: FICTITIOUS BUSINESS NAME STATEMENT: [462, 1122, 656, 1134]
legal-notice: [235, 236, 448, 378]
notice-body: The following person(s) is (are) doing business as: [business name and address]. Registered owner(s): [name and address]. This business is conducted by: [type]. The registrant commenced to transact business under the fictitious business name or names listed above on [date]. This statement was filed with the County Clerk of Los Angeles County on [date]. NOTICE—In accordance with Subdivision (a) of Section 17920, a Fictitious Name Statement generally expires at the end of five years from the date on which it was filed in the office of the County Clerk. Publish: Mountain Views News, Dates Pub: March 19, 26, April 02, 09, 2016: [8, 98, 221, 230]
notice-body: The following person(s) is (are) doing business as: [business name and address]. Registered owner(s): [name and address]. This business is conducted by: [type]. The registrant commenced to transact business under the fictitious business name or names listed above on [date]. This statement was filed with the County Clerk of Los Angeles County on [date]. NOTICE—In accordance with Subdivision (a) of Section 17920, a Fictitious Name Statement generally expires at the end of five years from the date on which it was filed in the office of the County Clerk. Publish: Mountain Views News, Dates Pub: March 19, 26, April 02, 09, 2016: [918, 1133, 1131, 1265]
notice-body: The following person(s) is (are) doing business as: [business name and address]. Registered owner(s): [name and address]. This business is conducted by: [type]. The registrant commenced to transact business under the fictitious business name or names listed above on [date]. This statement was filed with the County Clerk of Los Angeles County on [date]. NOTICE—In accordance with Subdivision (a) of Section 17920, a Fictitious Name Statement generally expires at the end of five years from the date on which it was filed in the office of the County Clerk. Publish: Mountain Views News, Dates Pub: March 19, 26, April 02, 09, 2016: [235, 1577, 449, 1708]
notice-header: FICTITIOUS BUSINESS NAME STATEMENT: [1145, 1270, 1339, 1282]
notice-header: FICTITIOUS BUSINESS NAME STATEMENT: [235, 1270, 429, 1282]
notice-body: The following person(s) is (are) doing business as: [business name and address]. Registered owner(s): [name and address]. This business is conducted by: [type]. The registrant commenced to transact business under the fictitious business name or names listed above on [date]. This statement was filed with the County Clerk of Los Angeles County on [date]. NOTICE—In accordance with Subdivision (a) of Section 17920, a Fictitious Name Statement generally expires at the end of five years from the date on which it was filed in the office of the County Clerk. Publish: Mountain Views News, Dates Pub: March 19, 26, April 02, 09, 2016: [1145, 394, 1359, 526]
